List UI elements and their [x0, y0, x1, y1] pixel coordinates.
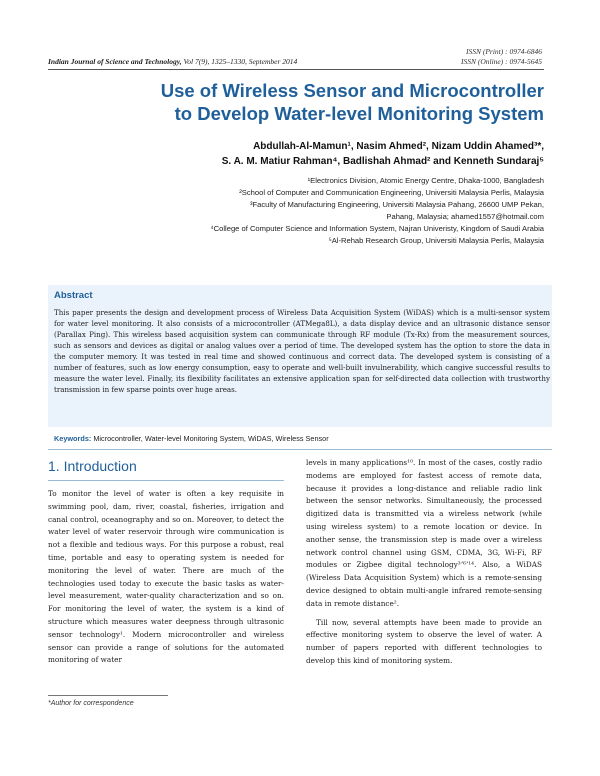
keywords-label: Keywords:: [54, 434, 92, 443]
section-rule: [48, 480, 284, 481]
issn-block: [461, 47, 542, 67]
column-left: [48, 488, 284, 667]
column-right: [306, 457, 542, 668]
affiliation-1: ¹Electronics Division, Atomic Energy Centre, Dhaka-1000, Bangladesh: [307, 176, 544, 185]
intro-paragraph-3: Till now, several attempts have been made to provide an effective monitoring system to observe the level of water. A number of papers reported with different technologies to develop this kind of monitoring system.: [306, 617, 542, 665]
keywords: [54, 434, 329, 443]
affiliations: [48, 175, 544, 247]
paper-title: [48, 79, 544, 125]
journal-details: Vol 7(9), 1325–1330, September 2014: [181, 57, 298, 66]
author-list: [48, 139, 544, 169]
footnote-rule: [48, 695, 168, 696]
affiliation-5: ⁵Al-Rehab Research Group, Universiti Malaysia Perlis, Malaysia: [328, 236, 544, 245]
title-line-1: Use of Wireless Sensor and Microcontroller: [160, 80, 544, 101]
correspondence-footnote: *Author for correspondence: [48, 700, 134, 707]
section-heading: 1. Introduction: [48, 458, 137, 474]
affiliation-4: ⁴College of Computer Science and Information System, Najran Univeristy, Kingdom of Saudi Arabia: [210, 224, 544, 233]
intro-paragraph-2: levels in many applications¹⁰. In most of the cases, costly radio modems are employed for fastest access of remote data, because it provides a long-distance and reliable radio link between the sensor networks. Simultaneously, the processed digitized data is transmitted via a wireless network (while using wireless system) to a remote location or device. In another sense, the transmission step is made over a wireless network control channel using GSM, CDMA, 3G, Wi-Fi, RF modules or Zigbee digital technology³ʼ⁶ʼ¹⁴. Also, a WiDAS (Wireless Data Acquisition System) which is a remote-sensing device designed to obtain multi-angle infrared remote-sensing data in remote distance².: [306, 458, 542, 608]
keywords-text: Microcontroller, Water-level Monitoring System, WiDAS, Wireless Sensor: [91, 434, 329, 443]
journal-citation: [48, 57, 297, 66]
authors-line-1: Abdullah-Al-Mamun¹, Nasim Ahmed², Nizam Uddin Ahamed³*,: [253, 141, 544, 152]
affiliation-3: ³Faculty of Manufacturing Engineering, Universiti Malaysia Pahang, 26600 UMP Pekan,: [249, 200, 544, 209]
abstract-text: This paper presents the design and development process of Wireless Data Acquisition System (WiDAS) which is a multi-sensor system for water level monitoring. It also consists of a microcontroller (ATMega8L), a data display device and an ultrasonic distance sensor (Parallax Ping). This wireless based acquisition system can communicate through RF module (Tx-Rx) from the measurement sources, such as sensors and devices as digital or analog values over a period of time. The developed system has the option to store the data in the computer memory. It was tested in real time and showed continuous and correct data. The developed system is consisting of a number of features, such as low energy consumption, easy to operate and well-built invulnerability, which cangive successful results to measure the water level. Finally, its flexibility facilitates an extensive application span for self-directed data collection with trustworthy transmission in few sparse points over huge areas.: [54, 308, 550, 394]
authors-line-2: S. A. M. Matiur Rahman⁴, Badlishah Ahmad² and Kenneth Sundaraj⁵: [221, 156, 544, 167]
intro-paragraph-1: To monitor the level of water is often a key requisite in swimming pool, dam, river, coastal, fisheries, irrigation and canal control, oceanography and so on. Moreover, to detect the water level of water reservoir through wire communication is not a flexible and tedious ways. For this purpose a robust, real time, portable and easy to operating system is needed for monitoring the level of water. There are much of the technologies used today to execute the basic tasks as water-level measurement, water-quality characterization and so on. For monitoring the level of water, the system is a kind of structure which measures water deepness through ultrasonic sensor technology¹. Modern microcontroller and wireless sensor can provide a range of solutions for the automated monitoring of water: [48, 489, 284, 665]
abstract-heading: Abstract: [54, 290, 93, 301]
affiliation-3-cont: Pahang, Malaysia; ahamed1557@hotmail.com: [386, 212, 544, 221]
keywords-rule: [48, 449, 552, 450]
issn-online: ISSN (Online) : 0974-5645: [460, 57, 542, 66]
affiliation-2: ²School of Computer and Communication Engineering, Universiti Malaysia Perlis, Malaysia: [239, 188, 544, 197]
issn-print: ISSN (Print) : 0974-6846: [465, 47, 542, 56]
title-line-2: to Develop Water-level Monitoring System: [174, 103, 544, 124]
journal-name: Indian Journal of Science and Technology,: [48, 57, 182, 66]
header-rule: [48, 69, 544, 70]
